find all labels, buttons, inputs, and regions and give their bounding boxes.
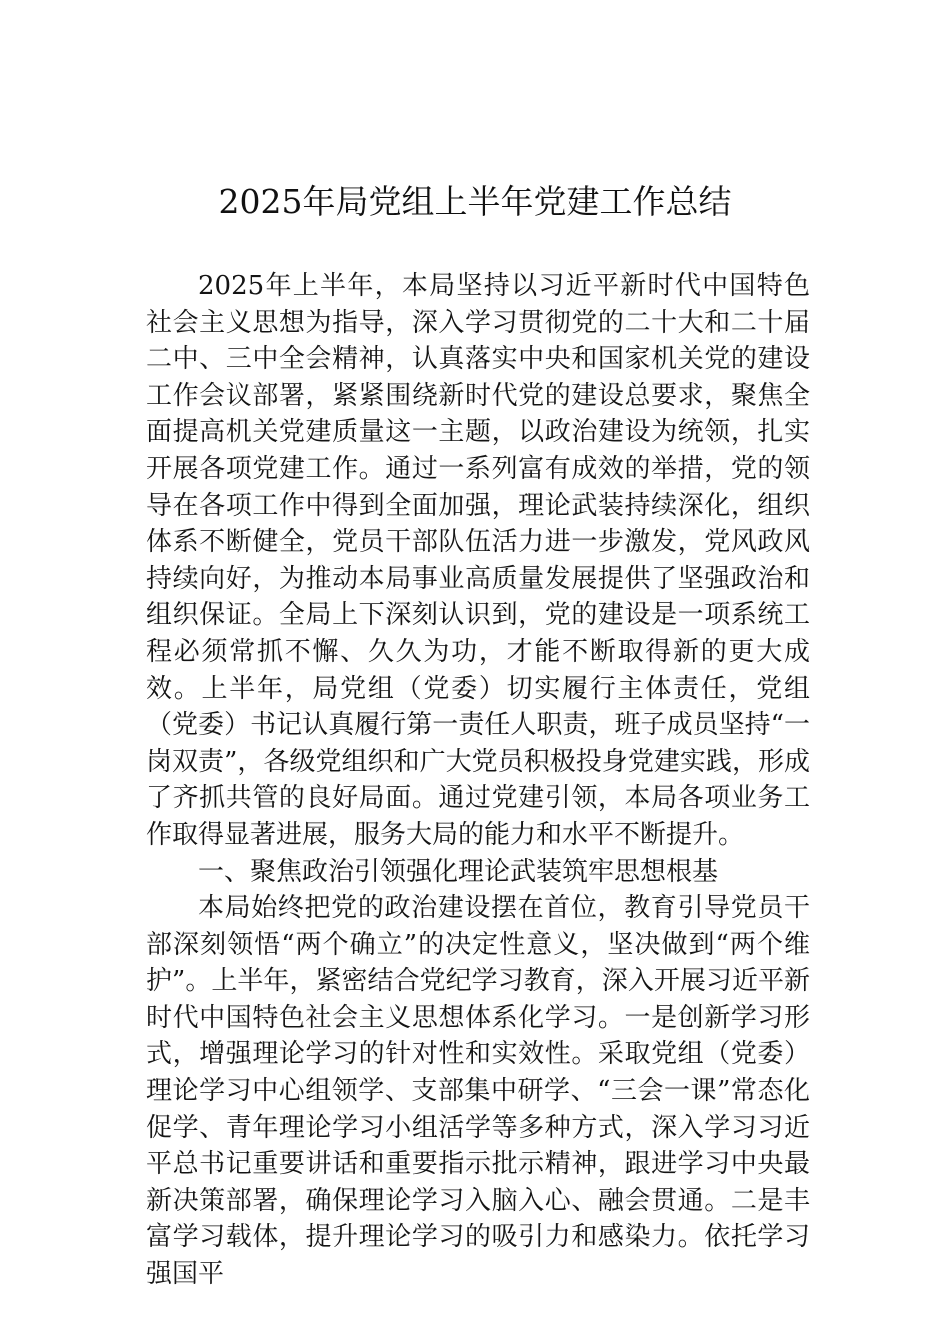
section-1-paragraph: 本局始终把党的政治建设摆在首位，教育引导党员干部深刻领悟“两个确立”的决定性意义，坚决做到“两个维护”。上半年，紧密结合党纪学习教育，深入开展习近平新时代中国特色社会主义思想体系化学习。一是创新学习形式，增强理论学习的针对性和实效性。采取党组（党委）理论学习中心组领学、支部集中研学、“三会一课”常态化促学、青年理论学习小组活学等多种方式，深入学习习近平总书记重要讲话和重要指示批示精神，跟进学习中央最新决策部署，确保理论学习入脑入心、融会贯通。二是丰富学习载体，提升理论学习的吸引力和感染力。依托学习强国平	[146, 893, 810, 1290]
section-heading-1: 一、聚焦政治引领强化理论武装筑牢思想根基	[198, 856, 719, 887]
intro-paragraph: 2025年上半年，本局坚持以习近平新时代中国特色社会主义思想为指导，深入学习贯彻党的二十大和二十届二中、三中全会精神，认真落实中央和国家机关党的建设工作会议部署，紧紧围绕新时代党的建设总要求，聚焦全面提高机关党建质量这一主题，以政治建设为统领，扎实开展各项党建工作。通过一系列富有成效的举措，党的领导在各项工作中得到全面加强，理论武装持续深化，组织体系不断健全，党员干部队伍活力进一步激发，党风政风持续向好，为推动本局事业高质量发展提供了坚强政治和组织保证。全局上下深刻认识到，党的建设是一项系统工程必须常抓不懈、久久为功，才能不断取得新的更大成效。上半年，局党组（党委）切实履行主体责任，党组（党委）书记认真履行第一责任人职责，班子成员坚持“一岗双责”，各级党组织和广大党员积极投身党建实践，形成了齐抓共管的良好局面。通过党建引领，本局各项业务工作取得显著进展，服务大局的能力和水平不断提升。	[146, 271, 810, 850]
document-title: 2025年局党组上半年党建工作总结	[218, 182, 732, 221]
document-body	[146, 268, 810, 1293]
